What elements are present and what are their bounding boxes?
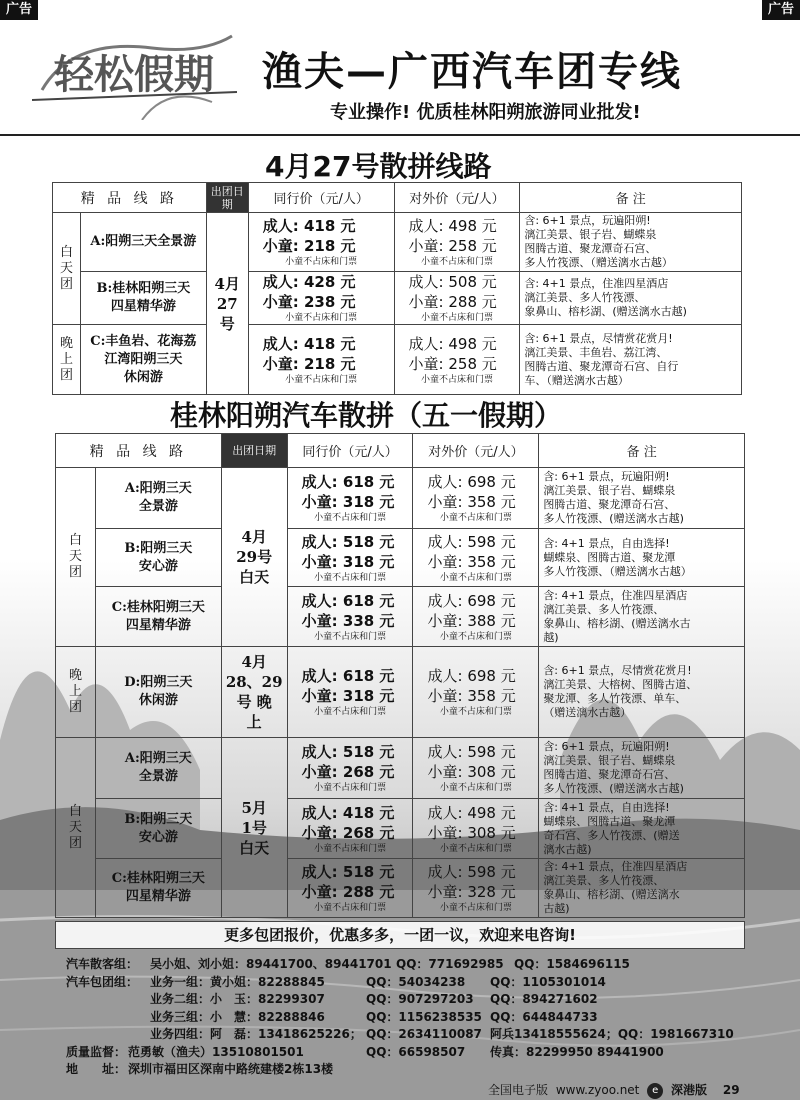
contact-row: 地 址： 深圳市福田区深南中路统建楼2栋13楼 — [66, 1062, 334, 1076]
route-name: A:阳朔三天 全景游 — [95, 468, 221, 529]
section2-title: 桂林阳朔汽车散拼（五一假期） — [170, 399, 563, 432]
retail-price-cell: 成人: 498 元 小童: 258 元 小童不占床和门票 — [394, 325, 520, 395]
route-name: A:阳朔三天 全景游 — [95, 738, 221, 799]
logo — [32, 30, 242, 120]
col-peer-price: 同行价（元/人） — [248, 183, 394, 213]
route-name: A:阳朔三天全景游 — [80, 213, 206, 272]
peer-price-cell: 成人: 428 元 小童: 238 元 小童不占床和门票 — [248, 272, 394, 325]
retail-price-cell: 成人: 508 元 小童: 288 元 小童不占床和门票 — [394, 272, 520, 325]
col-notes: 备 注 — [520, 183, 742, 213]
section1-title: 4月27号散拼线路 — [265, 150, 492, 183]
peer-price-cell: 成人: 518 元 小童: 318 元 小童不占床和门票 — [287, 529, 413, 587]
table-row — [56, 799, 745, 859]
retail-price-cell: 成人: 498 元 小童: 308 元 小童不占床和门票 — [413, 799, 539, 859]
peer-price-cell: 成人: 518 元 小童: 288 元 小童不占床和门票 — [287, 859, 413, 918]
contact-row: 业务四组：阿 磊：13418625226； QQ：2634110087 阿兵13418555624；QQ：1981667310 — [150, 1027, 734, 1041]
table-row — [56, 529, 745, 587]
col-retail-price: 对外价（元/人） — [413, 434, 539, 468]
page-title: 渔夫—广西汽车团专线 — [262, 49, 682, 95]
route-note: 含: 4+1 景点，自由选择! 蝴蝶泉、图腾古道、聚龙潭 奇石宫、多人竹筏漂、(赠送 漓水古越) — [539, 799, 745, 859]
peer-price-cell: 成人: 418 元 小童: 218 元 小童不占床和门票 — [248, 213, 394, 272]
group-label: 晚上团 — [53, 325, 81, 395]
col-retail-price: 对外价（元/人） — [394, 183, 520, 213]
route-note: 含: 4+1 景点，住准四星酒店 漓江美景、多人竹筏漂、 象鼻山、榕杉湖、(赠送漓水 古越) — [539, 859, 745, 918]
departure-date: 4月 28、29 号 晚 上 — [221, 647, 287, 738]
contact-row: 汽车散客组： 吴小姐、刘小姐：89441700、89441701 QQ：771692985 QQ：1584696115 — [66, 957, 630, 971]
col-date: 出团日期 — [206, 183, 248, 213]
col-notes: 备 注 — [539, 434, 745, 468]
route-note: 含: 6+1 景点，玩遍阳朔! 漓江美景、银子岩、蝴蝶泉 图腾古道、聚龙潭奇石宫、 多人竹筏漂、（赠送漓水古越） — [520, 213, 742, 272]
table-row — [53, 325, 742, 395]
group-label: 白天团 — [53, 213, 81, 325]
table-row — [56, 468, 745, 529]
peer-price-cell: 成人: 418 元 小童: 218 元 小童不占床和门票 — [248, 325, 394, 395]
contact-row: 业务三组：小 慧：82288846 QQ：1156238535 QQ：644844733 — [150, 1009, 598, 1024]
route-name: C:桂林阳朔三天 四星精华游 — [95, 587, 221, 647]
ad-tag-left: 广告 — [0, 0, 38, 20]
section2-table — [55, 433, 745, 918]
retail-price-cell: 成人: 498 元 小童: 258 元 小童不占床和门票 — [394, 213, 520, 272]
route-note: 含: 4+1 景点，住准四星酒店 漓江美景、多人竹筏漂、 象鼻山、榕杉湖、(赠送漓水古 越) — [539, 587, 745, 647]
logo-text: 轻松假期 — [54, 51, 214, 98]
departure-date: 4月 29号 白天 — [221, 468, 287, 647]
route-name: D:阳朔三天 休闲游 — [95, 647, 221, 738]
contact-row: 业务二组：小 玉：82299307 QQ：907297203 QQ：894271602 — [150, 992, 598, 1006]
route-name: B:阳朔三天 安心游 — [95, 799, 221, 859]
peer-price-cell: 成人: 618 元 小童: 318 元 小童不占床和门票 — [287, 647, 413, 738]
col-route: 精 品 线 路 — [56, 434, 222, 468]
ad-tag-right: 广告 — [762, 0, 800, 20]
website-link[interactable]: www.zyoo.net — [555, 1083, 640, 1097]
group-label: 晚上团 — [56, 647, 96, 738]
retail-price-cell: 成人: 698 元 小童: 358 元 小童不占床和门票 — [413, 647, 539, 738]
peer-price-cell: 成人: 618 元 小童: 338 元 小童不占床和门票 — [287, 587, 413, 647]
group-label: 白天团 — [56, 738, 96, 918]
route-note: 含: 4+1 景点，住准四星酒店 漓江美景、多人竹筏漂、 象鼻山、榕杉湖、(赠送漓水古越) — [520, 272, 742, 325]
route-note: 含: 6+1 景点，玩遍阳朔! 漓江美景、银子岩、蝴蝶泉 图腾古道、聚龙潭奇石宫、 多人竹筏漂、(赠送漓水古越) — [539, 738, 745, 799]
contact-list — [66, 956, 766, 1079]
brand-badge-icon: e — [647, 1083, 663, 1099]
route-note: 含: 6+1 景点，尽情赏花赏月! 漓江美景、大榕树、图腾古道、 聚龙潭、多人竹筏漂、单车、 （赠送漓水古越） — [539, 647, 745, 738]
table-row — [53, 213, 742, 272]
retail-price-cell: 成人: 698 元 小童: 358 元 小童不占床和门票 — [413, 468, 539, 529]
table-row — [56, 647, 745, 738]
route-note: 含: 4+1 景点，自由选择! 蝴蝶泉、图腾古道、聚龙潭 多人竹筏漂、（赠送漓水古越） — [539, 529, 745, 587]
divider — [0, 134, 800, 136]
route-note: 含: 6+1 景点，尽情赏花赏月! 漓江美景、丰鱼岩、荔江湾、 图腾古道、聚龙潭奇石宫、自行 车、（赠送漓水古越） — [520, 325, 742, 395]
peer-price-cell: 成人: 618 元 小童: 318 元 小童不占床和门票 — [287, 468, 413, 529]
retail-price-cell: 成人: 598 元 小童: 328 元 小童不占床和门票 — [413, 859, 539, 918]
col-peer-price: 同行价（元/人） — [287, 434, 413, 468]
departure-date: 4月27号 — [206, 213, 248, 395]
route-name: C:丰鱼岩、花海荔 江湾阳朔三天 休闲游 — [80, 325, 206, 395]
table-row — [56, 859, 745, 918]
route-name: B:阳朔三天 安心游 — [95, 529, 221, 587]
contact-row: 质量监督： 范勇敏（渔夫）13510801501 QQ：66598507 传真：82299950 89441900 — [66, 1044, 664, 1059]
contact-row: 汽车包团组： 业务一组：黄小姐：82288845 QQ：54034238 QQ：1105301014 — [66, 974, 606, 989]
table-row — [56, 738, 745, 799]
edition-label: 全国电子版 — [488, 1083, 549, 1097]
retail-price-cell: 成人: 598 元 小童: 308 元 小童不占床和门票 — [413, 738, 539, 799]
retail-price-cell: 成人: 598 元 小童: 358 元 小童不占床和门票 — [413, 529, 539, 587]
col-date: 出团日期 — [221, 434, 287, 468]
peer-price-cell: 成人: 418 元 小童: 268 元 小童不占床和门票 — [287, 799, 413, 859]
page-subtitle: 专业操作! 优质桂林阳朔旅游同业批发! — [330, 102, 641, 123]
table-row — [53, 272, 742, 325]
retail-price-cell: 成人: 698 元 小童: 388 元 小童不占床和门票 — [413, 587, 539, 647]
region-label: 深港版 — [671, 1083, 708, 1097]
peer-price-cell: 成人: 518 元 小童: 268 元 小童不占床和门票 — [287, 738, 413, 799]
departure-date: 5月 1号 白天 — [221, 738, 287, 918]
table-row — [56, 587, 745, 647]
route-note: 含: 6+1 景点，玩遍阳朔! 漓江美景、银子岩、蝴蝶泉 图腾古道、聚龙潭奇石宫、 多人竹筏漂、(赠送漓水古越) — [539, 468, 745, 529]
route-name: B:桂林阳朔三天 四星精华游 — [80, 272, 206, 325]
col-route: 精 品 线 路 — [53, 183, 207, 213]
promo-banner: 更多包团报价，优惠多多，一团一议，欢迎来电咨询! — [55, 921, 745, 949]
route-name: C:桂林阳朔三天 四星精华游 — [95, 859, 221, 918]
section1-table — [52, 182, 742, 395]
group-label: 白天团 — [56, 468, 96, 647]
page-footer — [488, 1081, 744, 1099]
page-number: 29 — [722, 1083, 740, 1097]
